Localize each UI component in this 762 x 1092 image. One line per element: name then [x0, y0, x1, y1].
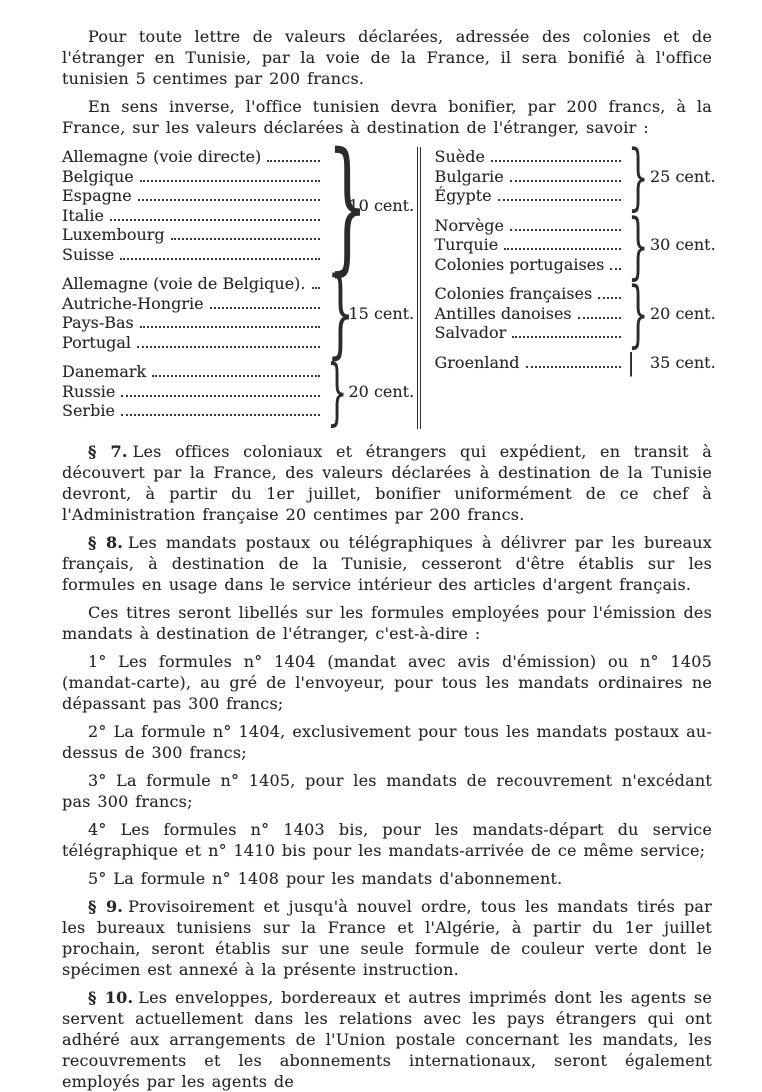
tariff-row	[435, 353, 625, 373]
country-label: Égypte	[434, 186, 492, 205]
tariff-row	[435, 255, 625, 275]
country-label: Belgique	[62, 166, 134, 186]
tariff-row	[435, 304, 625, 324]
rate-label: 30 cent.	[650, 235, 716, 255]
country-label: Bulgarie	[434, 166, 504, 186]
paragraph	[62, 987, 712, 1092]
section-text: 1° Les formules n° 1404 (mandat avec avis d'émission) ou n° 1405 (mandat-carte), au gré de l'envoyeur, pour tous les mandats ordinaires ne dépassant pas 300 francs;	[62, 651, 712, 713]
tariff-row	[62, 362, 323, 382]
tariff-row	[435, 216, 625, 236]
tariff-row	[62, 382, 323, 402]
dotted-leader	[140, 326, 320, 328]
paragraph	[62, 651, 712, 714]
dotted-leader	[120, 258, 319, 260]
group-brace: }	[326, 121, 368, 289]
dotted-leader	[152, 375, 319, 377]
group-brace: }	[627, 202, 649, 287]
dotted-leader	[504, 248, 621, 250]
country-list	[62, 362, 323, 421]
intro-paragraph-1: Pour toute lettre de valeurs déclarées, adressée des colonies et de l'étranger en Tunisie, par la voie de la France, il sera bonifié à l'office tunisien 5 centimes par 200 francs.	[62, 27, 712, 88]
tariff-group	[434, 134, 716, 218]
tariff-row	[435, 147, 625, 167]
country-label: Pays-Bas	[62, 313, 134, 332]
country-label: Espagne	[62, 186, 132, 205]
country-label: Danemark	[62, 362, 147, 381]
group-brace: }	[326, 349, 347, 433]
section-text: 5° La formule n° 1408 pour les mandats d'abonnement.	[88, 868, 563, 888]
tariff-row	[62, 333, 323, 353]
tariff-column-right	[429, 134, 716, 431]
paragraph	[62, 819, 712, 861]
country-label: Groenland	[434, 352, 520, 372]
group-brace: }	[326, 257, 354, 369]
tariff-row	[62, 167, 323, 187]
tariff-row	[62, 206, 323, 226]
country-label: Suisse	[62, 244, 115, 264]
section-marker: § 8.	[88, 532, 124, 552]
country-label: Serbie	[62, 401, 115, 420]
section-marker: § 10.	[88, 987, 134, 1007]
tariff-row	[435, 284, 625, 304]
country-label: Suède	[434, 147, 485, 166]
dotted-leader	[121, 414, 320, 416]
rate-label: 20 cent.	[348, 381, 415, 401]
paragraph	[62, 532, 712, 595]
tariff-group	[62, 349, 415, 433]
dotted-leader	[578, 317, 621, 319]
section-text: Les mandats postaux ou télégraphiques à délivrer par les bureaux français, à destination de la Tunisie, cesseront d'être établis sur les formules en usage dans le service intérieur des articles d'argent français.	[62, 532, 712, 594]
dotted-leader	[498, 199, 621, 201]
dotted-leader	[312, 287, 320, 289]
tariff-row	[62, 186, 323, 206]
paragraph	[62, 896, 712, 980]
section-text: Provisoirement et jusqu'à nouvel ordre, tous les mandats tirés par les bureaux tunisiens sur la France et l'Algérie, à partir du 1er juillet prochain, seront établis sur une seule formule de couleur verte dont le spécimen est annexé à la présente instruction.	[62, 896, 712, 979]
tariff-table	[62, 121, 716, 433]
country-label: Norvège	[434, 215, 504, 235]
country-label: Allemagne (voie directe)	[62, 147, 262, 166]
body-blocks	[62, 441, 712, 1092]
country-list	[62, 147, 323, 264]
tariff-column-left	[62, 121, 415, 433]
section-marker: § 9.	[88, 896, 124, 916]
dotted-leader	[510, 180, 621, 182]
tariff-row	[435, 235, 625, 255]
group-brace: }	[627, 271, 649, 355]
dotted-leader	[491, 160, 621, 162]
tariff-row	[62, 274, 323, 294]
rate-label: 10 cent.	[348, 196, 415, 215]
section-text: Les offices coloniaux et étrangers qui expédient, en transit à découvert par la France, des valeurs déclarées à destination de la Tunisie devront, à partir du 1er juillet, bonifier uniformément de ce chef à l'Administration française 20 centimes par 200 francs.	[62, 441, 712, 524]
tariff-row	[62, 294, 323, 314]
group-brace: |	[626, 348, 636, 377]
tariff-row	[62, 401, 323, 421]
tariff-row	[435, 167, 625, 187]
dotted-leader	[210, 307, 320, 309]
dotted-leader	[598, 297, 621, 299]
country-label: Portugal	[62, 332, 132, 352]
country-label: Allemagne (voie de Belgique).	[62, 274, 306, 293]
tariff-row	[435, 186, 625, 206]
country-list	[435, 353, 625, 373]
section-text: 4° Les formules n° 1403 bis, pour les mandats-départ du service télégraphique et n° 1410 bis pour les mandats-arrivée de ce même service;	[62, 819, 712, 860]
rate-label: 20 cent.	[650, 303, 716, 323]
tariff-row	[62, 225, 323, 245]
country-label: Colonies françaises	[434, 284, 593, 303]
dotted-leader	[510, 229, 621, 231]
intro-paragraph-2: En sens inverse, l'office tunisien devra bonifier, par 200 francs, à la France, sur les valeurs déclarées à destination de l'étranger, savoir :	[62, 97, 712, 137]
section-text: Les enveloppes, bordereaux et autres imprimés dont les agents se servent actuellement dans les relations avec les pays étrangers qui ont adhéré aux arrangements de l'Union postale concernant les mandats, les recouvrements et les abonnements internationaux, seront également employés par les agents de	[62, 987, 712, 1091]
country-list	[62, 274, 323, 352]
column-divider-double-rule	[417, 147, 421, 429]
country-label: Colonies portugaises	[434, 254, 605, 274]
tariff-row	[62, 147, 323, 167]
tariff-group	[434, 271, 716, 355]
rate-label: 25 cent.	[650, 166, 716, 186]
dotted-leader	[512, 336, 621, 338]
dotted-leader	[140, 180, 320, 182]
dotted-leader	[138, 199, 320, 201]
paragraph	[62, 602, 712, 644]
dotted-leader	[610, 268, 621, 270]
section-text: 3° La formule n° 1405, pour les mandats de recouvrement n'excédant pas 300 francs;	[62, 770, 712, 811]
section-text: Ces titres seront libellés sur les formules employées pour l'émission des mandats à destination de l'étranger, c'est-à-dire :	[62, 602, 712, 643]
country-label: Autriche-Hongrie	[62, 293, 204, 313]
paragraph	[62, 868, 712, 889]
tariff-group	[434, 202, 716, 287]
country-list	[435, 216, 625, 275]
dotted-leader	[110, 219, 320, 221]
tariff-row	[62, 313, 323, 333]
group-brace: }	[627, 134, 649, 218]
paragraph	[62, 441, 712, 525]
tariff-group	[434, 348, 716, 377]
tariff-row	[62, 245, 323, 265]
dotted-leader	[267, 160, 319, 162]
country-list	[435, 284, 625, 343]
country-label: Salvador	[434, 323, 507, 342]
dotted-leader	[526, 366, 621, 368]
country-list	[435, 147, 625, 206]
paragraph	[62, 770, 712, 812]
rate-label: 35 cent.	[650, 353, 716, 372]
section-text: 2° La formule n° 1404, exclusivement pour tous les mandats postaux au-dessus de 300 francs;	[62, 721, 712, 762]
section-marker: § 7.	[88, 441, 128, 461]
country-label: Luxembourg	[62, 225, 165, 244]
dotted-leader	[121, 395, 319, 397]
country-label: Turquie	[434, 235, 499, 254]
rate-label: 15 cent.	[348, 303, 415, 323]
country-label: Antilles danoises	[434, 303, 572, 323]
country-label: Italie	[62, 205, 104, 225]
country-label: Russie	[62, 381, 116, 401]
dotted-leader	[171, 238, 320, 240]
paragraph	[62, 721, 712, 763]
tariff-row	[435, 323, 625, 343]
dotted-leader	[137, 346, 319, 348]
